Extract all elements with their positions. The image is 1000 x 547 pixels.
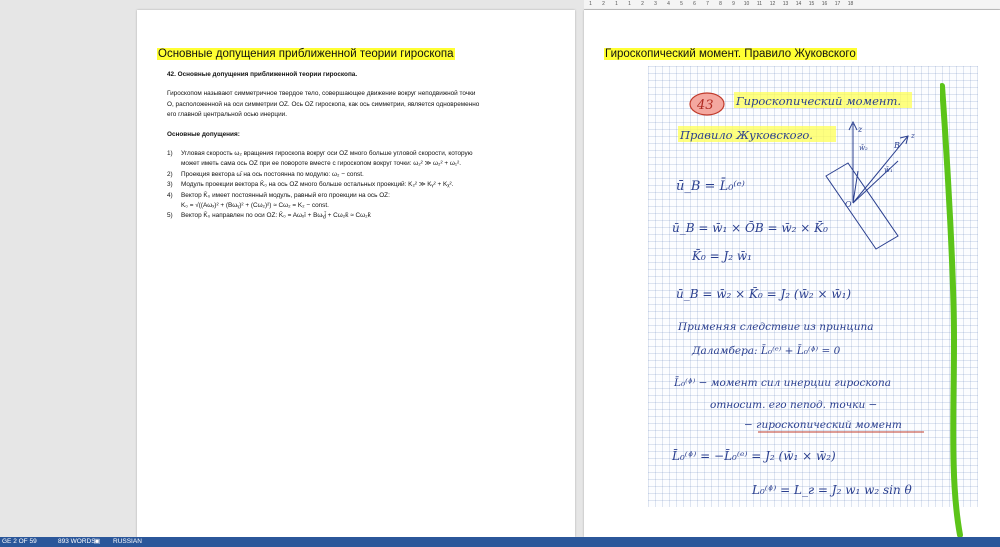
- highlighted-heading: Гироскопический момент. Правило Жуковского: [605, 48, 856, 60]
- ruler-tick-label: 13: [782, 1, 789, 7]
- ruler-tick-label: 8: [719, 1, 722, 7]
- page-count[interactable]: GE 2 OF 59: [2, 538, 37, 545]
- list-item: 2) Проекция вектора ω̄ на ось постоянна по модулю: ω₂ − const.: [167, 170, 364, 178]
- horizontal-ruler[interactable]: [584, 0, 1000, 10]
- note-line: Даламбера: L̄₀⁽ᵉ⁾ + L̄₀⁽ᶲ⁾ = 0: [692, 345, 841, 357]
- ruler-tick-label: 7: [706, 1, 709, 7]
- notes-drawing: [648, 66, 978, 507]
- note-title: Правило Жуковского.: [680, 128, 813, 142]
- point-label-b: B: [894, 141, 900, 150]
- ruler-tick-label: 1: [615, 1, 618, 7]
- ruler-tick-label: 18: [847, 1, 854, 7]
- handwritten-notes-image[interactable]: [648, 66, 978, 507]
- ruler-tick-label: 17: [834, 1, 841, 7]
- ruler-tick-label: 9: [732, 1, 735, 7]
- ruler-tick-label: 5: [680, 1, 683, 7]
- ruler-tick-label: 1: [589, 1, 592, 7]
- ruler-tick-label: 2: [641, 1, 644, 7]
- note-line: Применяя следствие из принципа: [678, 321, 874, 333]
- page-heading: [604, 44, 857, 62]
- page-body: [167, 70, 557, 222]
- note-line: − гироскопический момент: [744, 419, 902, 431]
- language-indicator[interactable]: RUSSIAN: [113, 538, 142, 545]
- note-title: Гироскопический момент.: [736, 94, 902, 108]
- intro-text: его главной центральной осью инерции.: [167, 111, 287, 119]
- status-bar: [0, 537, 1000, 547]
- vector-label-w1: w̄₁: [884, 166, 893, 174]
- ruler-tick-label: 10: [743, 1, 750, 7]
- note-line: L̄₀⁽ᶲ⁾ − момент сил инерции гироскопа: [674, 377, 892, 389]
- intro-text: Гироскопом называют симметричное твердое тело, совершающее движение вокруг неподвижной точки: [167, 90, 476, 98]
- ruler-tick-label: 11: [756, 1, 763, 7]
- proofing-icon[interactable]: ▣: [94, 538, 101, 545]
- document-page-left: [137, 10, 575, 537]
- list-item: 1) Угловая скорость ω₂ вращения гироскопа вокруг оси OZ много больше угловой скорости, которую может иметь сама ось OZ при ее повороте вместе с гироскопом вокруг точки: ω₂² ≫ ω₂² + ω₁².: [167, 150, 473, 168]
- note-line: относит. его neпод. точки −: [710, 399, 878, 411]
- vector-label-w2: w̄₂: [859, 144, 868, 152]
- note-number: 43: [697, 98, 714, 113]
- point-label-o: O: [845, 200, 852, 209]
- page-heading: [157, 44, 455, 62]
- ruler-tick-label: 4: [667, 1, 670, 7]
- equation: L̄₀⁽ᶲ⁾ = −L̄₀⁽ᵉ⁾ = J₂ (w̄₁ × w̄₂): [672, 449, 836, 463]
- equation: K̄₀ = J₂ w̄₁: [692, 249, 752, 263]
- equation: ū_B = w̄₂ × K̄₀ = J₂ (w̄₂ × w̄₁): [676, 287, 852, 301]
- ruler-tick-label: 12: [769, 1, 776, 7]
- ruler-tick-label: 1: [628, 1, 631, 7]
- ruler-tick-label: 15: [808, 1, 815, 7]
- equation: ū_B = L̄₀⁽ᵉ⁾: [676, 179, 745, 194]
- ruler-tick-label: 3: [654, 1, 657, 7]
- list-item: 3) Модуль проекции вектора K̄₀ на ось OZ много больше остальных проекций: K₂² ≫ Kᵧ² + Kᵪ².: [167, 181, 454, 189]
- document-page-right: [584, 10, 1000, 537]
- equation: L₀⁽ᶲ⁾ = L_г = J₂ w₁ w₂ sin θ: [752, 483, 912, 497]
- ruler-tick-label: 6: [693, 1, 696, 7]
- axis-label-z2: z: [911, 132, 915, 140]
- assumptions-list: [167, 149, 557, 222]
- axis-label-z: z: [858, 125, 863, 134]
- word-count[interactable]: 893 WORDS: [58, 538, 96, 545]
- section-title: 42. Основные допущения приближенной теории гироскопа.: [167, 71, 358, 78]
- ruler-tick-label: 16: [821, 1, 828, 7]
- ruler-tick-label: 14: [795, 1, 802, 7]
- assumptions-title: Основные допущения:: [167, 130, 240, 138]
- highlighted-heading: Основные допущения приближенной теории гироскопа: [158, 48, 454, 60]
- ruler-tick-label: 2: [602, 1, 605, 7]
- green-marker-stroke: [940, 80, 980, 540]
- list-item: 5) Вектор K̄₀ направлен по оси OZ: K̄₀ = Aωₓī + Bωᵧj̄ + Cω₂k̄ ≈ Cω₂k̄: [167, 212, 371, 220]
- list-item: 4) Вектор K̄₀ имеет постоянный модуль, равный его проекции на ось OZ: K₀ = √((Aωₓ)² + (Bωᵧ)² + (Cω₂)²) ≈ Cω₂ = K₂ − const.: [167, 191, 390, 210]
- intro-text: O, расположенной на оси симметрии OZ. Ось OZ гироскопа, как ось симметрии, является одновременно: [167, 100, 480, 108]
- equation: ū_B = w̄₁ × ŌB = w̄₂ × K̄₀: [672, 221, 828, 235]
